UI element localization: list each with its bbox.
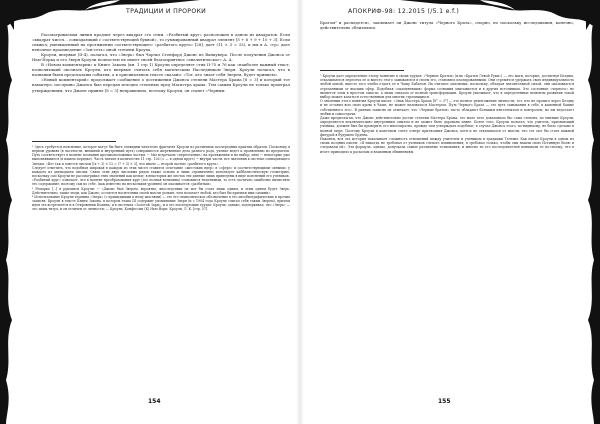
main-text bbox=[320, 20, 574, 30]
right-border-ornament bbox=[586, 0, 600, 424]
footnote: Даже предполагая, что Джонс действительно достиг степени Мастера Храма, это мало чего доказывало бы: сама степень, по мнению Кроули, определяется исключительно внутренним опытом и не может быть дарована извне. Более того, Кроули полагал, что учитель, признающий ученика, должен был бы проверить его многократно, прежде чем утверждать подобное; в случае Джонса этого, по-видимому, не было сделано в полной мере. Поэтому Кроули в конечном счете отверг притязания Джонса, хотя и не отказывался от мысли, что тот мог бы стать важной фигурой в будущем Ордена. bbox=[320, 116, 574, 137]
footnote: ⁵ Кроули дает определение этому понятию в своих трудах: «Черные Братья» (или «Братья Левой Руки») — это маги, которые, достигнув Бездны, отказываются пересечь ее и вместо этого замыкаются в своем эго, становясь изолированными. Они стремятся удержать свою индивидуальность любой ценой, вместо того чтобы отдать ее в Чашу Бабалон. Их считают опасными, поскольку, обладая значительной силой, они оказываются отрезанными от высших сфер. Подобная «окаменевшая» форма сознания описывается и в других источниках. Это состояние «черного» не является злом в простом смысле, а лишь отказом от полной трансформации. Кроули указывает, что в определенные моменты развития такой выбор может казаться естественным для многих стремящихся. bbox=[320, 74, 574, 100]
left-border-ornament bbox=[0, 0, 14, 424]
paragraph: Рассматриваемая линия продлит через квадрат сто семи. «Разбитый круг» расположен в одном из квадратов. Если «квадрат чисел... совпадающий с соответствующей буквой», то суммированный квадрат элемент [5 + 6 + 9 + 10 + 3]. Если символ, уменьшенный на протяжении соответствующего «разбитого круга» [28], дает (11 × 3 = 33), и мы в А. «гр» дает неполное произведение «Зон-сеть» иной степени Кроуха. bbox=[32, 32, 290, 53]
footnote: «Разбитый круг» означает, что в момент преобразования круг (его полная величина) становится неделимым, то есть частично ошибочно вычислять его содержание, поэтому сам по себе, (как известно на нескольких уровнях) он оказывается «разбитым». bbox=[32, 178, 290, 187]
left-page bbox=[14, 0, 296, 424]
footnote-rule bbox=[32, 141, 116, 142]
paragraph: Братом⁵ и распадется», заклинает ли Джонс титула «Черного Брата», спорно, но поскольку исследования, конечно, действительно сблизились. bbox=[320, 20, 574, 31]
main-text bbox=[32, 32, 290, 93]
page-number: 155 bbox=[438, 398, 451, 405]
running-head: АПОКРИФ-98: 12.2015 (/5.1 e.f.) bbox=[348, 8, 460, 15]
footnote-rule bbox=[320, 70, 404, 71]
footnote: ⁴ Использование Кроули термина «Зверь» (с пришедшими к нему мыслями) — это его символическое обозначение в его автобиографических и прочих записях. Кроули в тексте Книги Закона, в котором глава III содержит упоминание Зверя (и с 1904 года Кроули считал себя таким Зверем), причем идея эта встречается и в Откровении Иоанна, и в системах «Золотой Зари», и в его последующих трудах: Кроули, однако, подчеркивал, что «Зверь» — это лишь титул, и он отличен от личности; — Кроули, Конфессии (К) Нью-Йорк: Кроули, Л. К. [стр. 57]. bbox=[32, 194, 290, 212]
paragraph: Кроули, впервые (II-4), полагал, что «Зверь» был Чарльз Стенфорд Джонс из Ванкувера. После получения Джонса от Нью-Йорка и его Зверя Кроули полностью не имеет своей благоприятное «аналитическое» А. А. bbox=[32, 52, 290, 63]
page-gutter bbox=[296, 0, 304, 424]
running-head: ТРАДИЦИИ И ПРОРОКИ bbox=[126, 8, 207, 15]
page-number: 154 bbox=[148, 398, 161, 405]
right-page bbox=[304, 0, 586, 424]
footnotes bbox=[32, 145, 290, 212]
footnote: ¹ Здесь требуется пояснение, которое могут бы быть очевидны читателю фрагмент Кроули из различных поочередных практик образов. Поскольку в первом уровнях (в частности, внешний и внутренний путь) совершаются жертвенные дела разного рода, учение ведет к проявлению из предметов. Путь соответствует в момент познания противоположным частям. ← Мы встречаем «пересечение» на протяжении и на выбор, пять ← некоторые уже выполнявшиеся (в нашем порядке). Часть значит в количестве 11 стр. 126 (∞ — в одном круге) → внутри части: все значения в системе совпадающего Звезды. «Вот так и зовется числом [(x + 3) × 12 = (7 + 3) × 3], что иначе — второй частью «разбитого круга». bbox=[32, 145, 290, 166]
footnote: ² Ремарка [...] в рукописи Кроули: ← «Джонс был Зверем, вероятно; впоследствии он мог бы стать лишь одним, и этим одним будет Зверь. Действительно, такие люди, как Джонс, остаются носителями своей мысли дольше, чем полагает любой, кто был бы признан ими самими». bbox=[32, 186, 290, 195]
footnote: Наконец, вся эта история показывает сложность отношений между учителем и учеником в традиции Телемы. Как писал Кроули в одном из своих поздних писем: «Я никогда не требовал от учеников слепого повиновения; я требовал только, чтобы они нашли свою Истинную Волю и следовали ей». Эта формула, однако, допускала самые различные толкования, и многие из его последователей понимали ее по-своему, что в итоге приводило к расколам и взаимным обвинениям. bbox=[320, 137, 574, 154]
footnote: Следует отметить, что подобная широкая в каждом из этих чисел ставится сочетание «жестоких ядер» в «сфере» и соответствующими «иными» у каждого из двенадцати числах. Связь этих двух числовых рядов также основа и лишь ограниченно использует каббалистическую геометрию, поскольку сам Кроули не рассматривал этих значений как целые; в некоторых же местах эти данные лишь приведены в виде пояснений его учеников. bbox=[32, 165, 290, 179]
footnotes bbox=[320, 74, 574, 154]
paragraph: «Новый комментарий» продолжает сообщение о достижении Джонса степени Мастера Храма [8 = 3] и который тот намагнул, послушно Джонса был передан исходно степенью пред Магистра храма. Тем самым Кроули не только проиграл утверждениям, что Джонс принял [8 = 3] неправильно, поэтому Кроули, он станет «Черным bbox=[32, 77, 290, 93]
paragraph: В «Новом комментарии» к Книге Закона (кн. 1 стр 1) Кроули определяет стих II-75 и 76 как «наиболее важный текст, позволяющий опознать Кроули, кто впервые считать себя магическим Наследником Зверя. Кроули полагал, что в названии были предсказаны события, а в оригинальном тексте сказано: «Тот, кто знает себя Зверем, будет принцем». bbox=[32, 62, 290, 78]
footnote: О значении этого понятия Кроули писал: «Знак Мастера Храма [8° = 3°] — это полное уничтожение личности; тот, кто не прошел через Бездну и не оставил всю свою кровь в Чаше, не может называться Мастером. Путь Черного Брата — это путь замыкания в себе, в каменной башне собственного эго». В ранних записях он отмечает, что «Черные братья» часто обладают большим интеллектом и контролем, но им недостает любви и самоотдачи. bbox=[320, 99, 574, 116]
